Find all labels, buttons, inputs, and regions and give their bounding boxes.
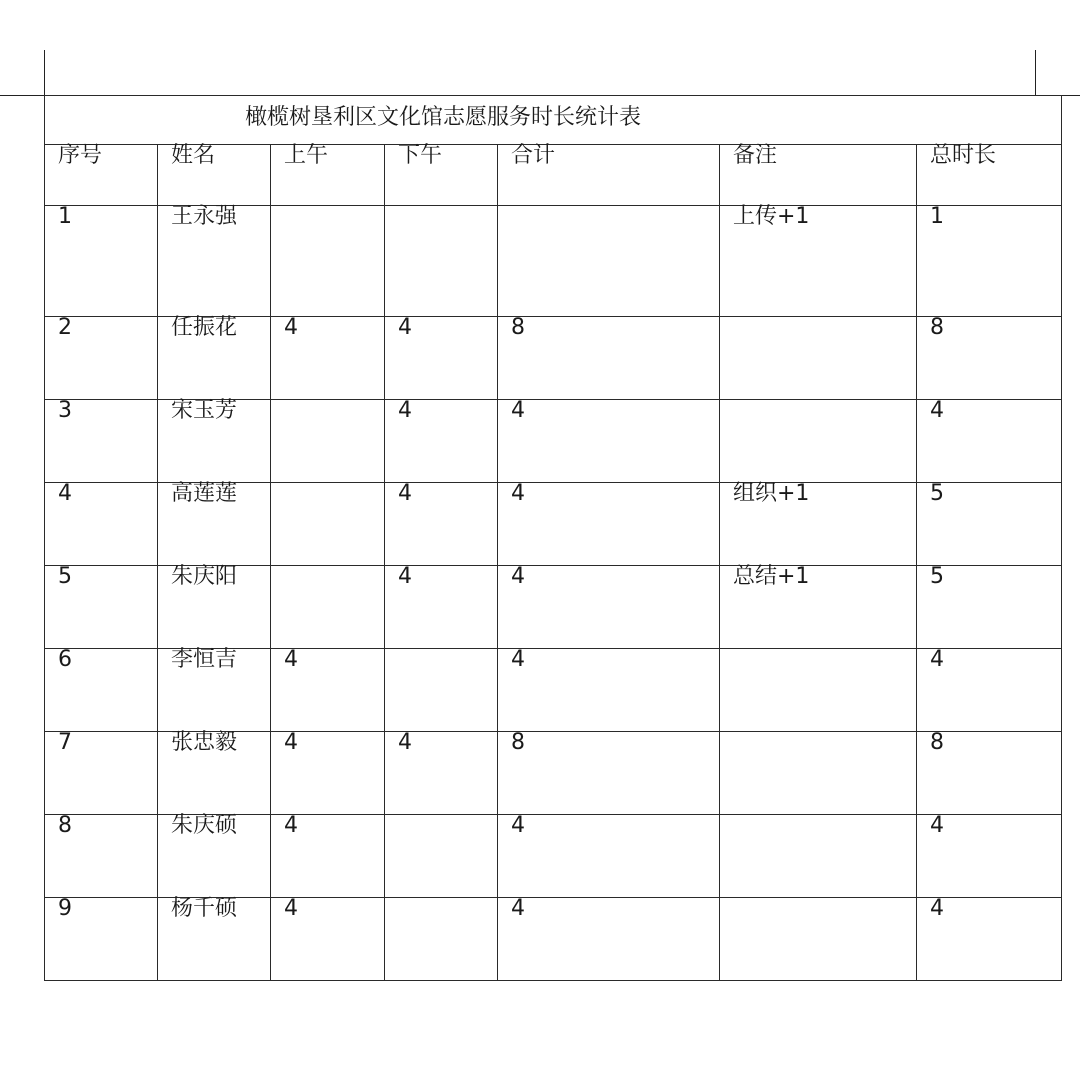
table-row	[45, 649, 1062, 732]
cell-am: 4	[271, 898, 385, 981]
crop-mark-right	[1035, 50, 1036, 96]
cell-no: 1	[45, 206, 158, 317]
cell-no: 5	[45, 566, 158, 649]
cell-note	[720, 898, 917, 981]
header-note: 备注	[720, 145, 917, 206]
cell-no: 4	[45, 483, 158, 566]
cell-pm	[385, 649, 498, 732]
header-name: 姓名	[158, 145, 271, 206]
cell-note: 上传+1	[720, 206, 917, 317]
cell-total: 5	[917, 483, 1062, 566]
cell-sum: 8	[498, 317, 720, 400]
table-row	[45, 815, 1062, 898]
cell-sum: 4	[498, 898, 720, 981]
cell-name: 朱庆阳	[158, 566, 271, 649]
cell-sum: 4	[498, 566, 720, 649]
table-row	[45, 898, 1062, 981]
table-row	[45, 206, 1062, 317]
cell-note: 总结+1	[720, 566, 917, 649]
cell-total: 8	[917, 732, 1062, 815]
cell-am	[271, 483, 385, 566]
cell-am: 4	[271, 649, 385, 732]
table-row	[45, 400, 1062, 483]
cell-sum: 4	[498, 483, 720, 566]
cell-pm: 4	[385, 317, 498, 400]
table-row	[45, 317, 1062, 400]
cell-no: 8	[45, 815, 158, 898]
cell-name: 张忠毅	[158, 732, 271, 815]
cell-sum: 8	[498, 732, 720, 815]
cell-total: 5	[917, 566, 1062, 649]
cell-total: 4	[917, 898, 1062, 981]
cell-name: 李恒吉	[158, 649, 271, 732]
cell-no: 6	[45, 649, 158, 732]
cell-sum: 4	[498, 400, 720, 483]
cell-total: 8	[917, 317, 1062, 400]
cell-am: 4	[271, 732, 385, 815]
cell-name: 王永强	[158, 206, 271, 317]
header-pm: 下午	[385, 145, 498, 206]
cell-pm: 4	[385, 483, 498, 566]
cell-no: 9	[45, 898, 158, 981]
cell-am: 4	[271, 815, 385, 898]
table-title-cell	[45, 96, 1062, 145]
header-no: 序号	[45, 145, 158, 206]
cell-sum: 4	[498, 649, 720, 732]
table-row	[45, 483, 1062, 566]
header-row	[45, 145, 1062, 206]
cell-pm: 4	[385, 732, 498, 815]
table-title: 橄榄树垦利区文化馆志愿服务时长统计表	[245, 105, 642, 130]
volunteer-hours-table	[44, 95, 1062, 981]
header-total: 总时长	[917, 145, 1062, 206]
header-sum: 合计	[498, 145, 720, 206]
cell-total: 4	[917, 649, 1062, 732]
cell-sum	[498, 206, 720, 317]
cell-pm: 4	[385, 400, 498, 483]
cell-no: 3	[45, 400, 158, 483]
cell-total: 4	[917, 815, 1062, 898]
cell-total: 1	[917, 206, 1062, 317]
table-row	[45, 566, 1062, 649]
cell-name: 朱庆硕	[158, 815, 271, 898]
cell-total: 4	[917, 400, 1062, 483]
table-row	[45, 732, 1062, 815]
cell-am	[271, 566, 385, 649]
cell-note	[720, 400, 917, 483]
cell-name: 杨千硕	[158, 898, 271, 981]
cell-name: 任振花	[158, 317, 271, 400]
cell-am	[271, 206, 385, 317]
cell-pm: 4	[385, 566, 498, 649]
cell-no: 2	[45, 317, 158, 400]
cell-note	[720, 649, 917, 732]
cell-pm	[385, 206, 498, 317]
cell-sum: 4	[498, 815, 720, 898]
crop-mark-top-left	[0, 95, 46, 96]
cell-name: 高莲莲	[158, 483, 271, 566]
cell-no: 7	[45, 732, 158, 815]
cell-note	[720, 815, 917, 898]
cell-note: 组织+1	[720, 483, 917, 566]
cell-pm	[385, 815, 498, 898]
cell-note	[720, 732, 917, 815]
header-am: 上午	[271, 145, 385, 206]
cell-am: 4	[271, 317, 385, 400]
cell-am	[271, 400, 385, 483]
cell-name: 宋玉芳	[158, 400, 271, 483]
crop-mark-left	[44, 50, 45, 96]
cell-note	[720, 317, 917, 400]
cell-pm	[385, 898, 498, 981]
